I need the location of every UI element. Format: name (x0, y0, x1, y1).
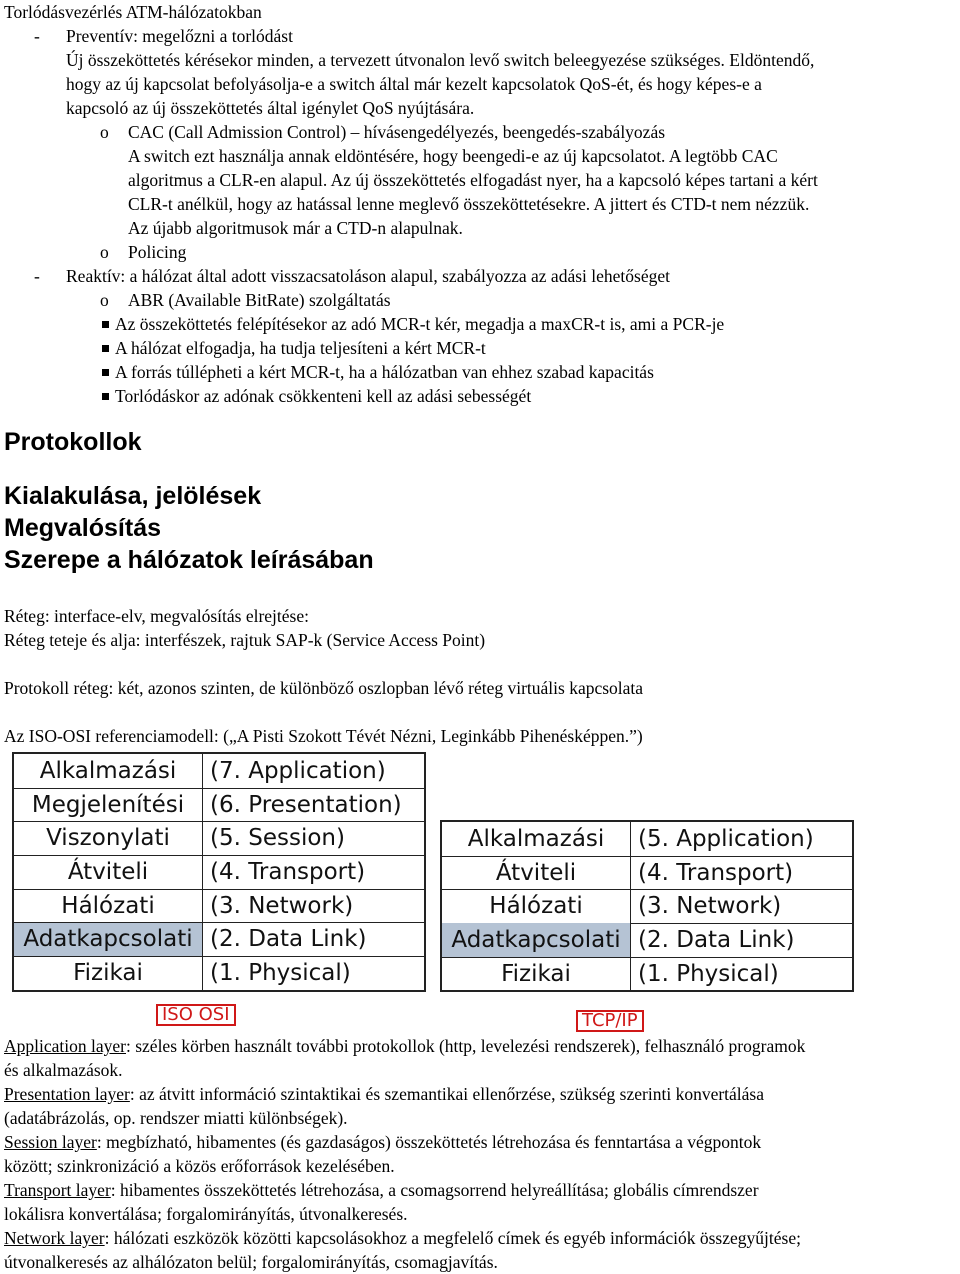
osi-layer-english: (6. Presentation) (210, 791, 402, 818)
paragraph-reteg: Réteg: interface-elv, megvalósítás elrejtése: (4, 606, 309, 626)
cac-heading: CAC (Call Admission Control) – hívásengedélyezés, beengedés-szabályozás (128, 122, 666, 142)
osi-layer-name: Hálózati (14, 889, 203, 923)
osi-layer-row (14, 788, 424, 823)
layer-description-line: (adatábrázolás, op. rendszer miatti különbségek). (4, 1108, 348, 1128)
layer-description-network: Network layer: hálózati eszközök közötti kapcsolásokhoz a megfelelő címek és egyéb információk összegyűjtése; (4, 1228, 801, 1248)
dash-marker: - (34, 266, 40, 286)
osi-layer-name: Viszonylati (14, 821, 203, 855)
tcp-ip-label: TCP/IP (576, 1010, 644, 1032)
tcp-layer-name: Alkalmazási (442, 822, 631, 856)
tcp-layer-row (442, 822, 852, 857)
tcp-layer-english: (1. Physical) (638, 960, 779, 987)
iso-osi-diagram (12, 752, 426, 992)
reactive-heading: Reaktív: a hálózat által adott visszacsatoláson alapul, szabályozza az adási lehetőséget (66, 266, 670, 286)
abr-item: Torlódáskor az adónak csökkenteni kell az adási sebességét (102, 384, 531, 408)
square-bullet-icon (102, 369, 109, 376)
application-layer-link: Application layer (4, 1036, 126, 1056)
tcp-layer-english: (4. Transport) (638, 859, 794, 886)
osi-layer-row (14, 855, 424, 890)
osi-layer-name: Adatkapcsolati (14, 923, 203, 957)
tcp-layer-name: Fizikai (442, 957, 631, 991)
preventive-heading: Preventív: megelőzni a torlódást (66, 26, 293, 46)
osi-layer-name: Megjelenítési (14, 788, 203, 822)
presentation-layer-link: Presentation layer (4, 1084, 130, 1104)
title: Torlódásvezérlés ATM-hálózatokban (4, 2, 262, 22)
tcp-layer-row (442, 856, 852, 891)
osi-layer-name: Fizikai (14, 956, 203, 990)
dash-marker: - (34, 26, 40, 46)
layer-description-session: Session layer: megbízható, hibamentes (és gazdaságos) összeköttetés létrehozása és fenntartása a végpontok (4, 1132, 762, 1152)
network-layer-link: Network layer (4, 1228, 105, 1248)
tcp-layer-english: (2. Data Link) (638, 926, 795, 953)
heading-kialakulasa: Kialakulása, jelölések (4, 482, 262, 510)
osi-layer-english: (3. Network) (210, 892, 354, 919)
osi-layer-english: (5. Session) (210, 825, 345, 852)
osi-layer-english: (2. Data Link) (210, 926, 367, 953)
paragraph-protokoll-reteg: Protokoll réteg: két, azonos szinten, de különböző oszlopban lévő réteg virtuális kapcsolata (4, 678, 644, 698)
tcp-layer-name: Adatkapcsolati (442, 923, 631, 957)
tcp-layer-row (442, 957, 852, 991)
square-bullet-icon (102, 321, 109, 328)
heading-megvalositas: Megvalósítás (4, 514, 162, 542)
preventive-text-line: Új összeköttetés kérésekor minden, a tervezett útvonalon levő switch beleegyezése szükséges. Eldöntendő, (66, 50, 815, 70)
tcp-layer-name: Hálózati (442, 889, 631, 923)
osi-layer-name: Átviteli (14, 855, 203, 889)
layer-description-transport: Transport layer: hibamentes összeköttetés létrehozása, a csomagsorrend helyreállítása; globális címrendszer (4, 1180, 759, 1200)
bullet-o: o (100, 242, 109, 262)
osi-layer-row (14, 821, 424, 856)
paragraph-reteg-teteje: Réteg teteje és alja: interfészek, rajtuk SAP-k (Service Access Point) (4, 630, 486, 650)
cac-text-line: Az újabb algoritmusok már a CTD-n alapulnak. (128, 218, 463, 238)
bullet-o: o (100, 290, 109, 310)
osi-layer-row (14, 923, 424, 958)
layer-description-line: és alkalmazások. (4, 1060, 123, 1080)
cac-text-line: algoritmus a CLR-en alapul. Az új összeköttetés elfogadást nyer, ha a kapcsoló képes tartani a kért (128, 170, 818, 190)
osi-layer-english: (1. Physical) (210, 960, 351, 987)
heading-protokollok: Protokollok (4, 428, 142, 456)
osi-layer-name: Alkalmazási (14, 754, 203, 788)
layer-description-application: Application layer: széles körben használt további protokollok (http, levelezési rendszerek), felhasználó programok (4, 1036, 806, 1056)
layer-description-line: lokálisra konvertálása; forgalomirányítás, útvonalkeresés. (4, 1204, 408, 1224)
osi-layer-row (14, 754, 424, 789)
layer-description-line: között; szinkronizáció a közös erőforrások kezelésében. (4, 1156, 395, 1176)
osi-layer-row (14, 956, 424, 990)
osi-layer-english: (7. Application) (210, 757, 386, 784)
square-bullet-icon (102, 393, 109, 400)
abr-item: Az összeköttetés felépítésekor az adó MCR-t kér, megadja a maxCR-t is, ami a PCR-je (102, 312, 724, 336)
tcp-layer-english: (3. Network) (638, 893, 782, 920)
bullet-o: o (100, 122, 109, 142)
iso-osi-label: ISO OSI (156, 1004, 236, 1026)
paragraph-iso-osi: Az ISO-OSI referenciamodell: („A Pisti Szokott Tévét Nézni, Leginkább Pihenésképpen.”) (4, 726, 643, 746)
square-bullet-icon (102, 345, 109, 352)
layer-description-presentation: Presentation layer: az átvitt információ szintaktikai és szemantikai ellenőrzése, szükség szerinti konvertálása (4, 1084, 764, 1104)
tcp-layer-english: (5. Application) (638, 825, 814, 852)
preventive-text-line: kapcsoló az új összeköttetés által igénylet QoS nyújtására. (66, 98, 475, 118)
tcp-layer-row (442, 889, 852, 924)
abr-heading: ABR (Available BitRate) szolgáltatás (128, 290, 391, 310)
osi-layer-english: (4. Transport) (210, 858, 366, 885)
tcp-layer-name: Átviteli (442, 856, 631, 890)
abr-item: A hálózat elfogadja, ha tudja teljesíteni a kért MCR-t (102, 336, 486, 360)
transport-layer-link: Transport layer (4, 1180, 111, 1200)
layer-description-line: útvonalkeresés az alhálózaton belül; forgalomirányítás, csomagjavítás. (4, 1252, 498, 1272)
abr-item: A forrás túllépheti a kért MCR-t, ha a hálózatban van ehhez szabad kapacitás (102, 360, 654, 384)
tcp-ip-diagram (440, 820, 854, 992)
osi-layer-row (14, 889, 424, 924)
cac-text-line: A switch ezt használja annak eldöntésére, hogy beengedi-e az új kapcsolatot. A legtöbb CAC (128, 146, 778, 166)
preventive-text-line: hogy az új kapcsolat befolyásolja-e a switch által már kezelt kapcsolatok QoS-ét, és hogy képes-e a (66, 74, 762, 94)
policing-item: Policing (128, 242, 187, 262)
heading-szerepe: Szerepe a hálózatok leírásában (4, 546, 374, 574)
cac-text-line: CLR-t anélkül, hogy az hatással lenne meglevő összeköttetésekre. A jittert és CTD-t nem nézzük. (128, 194, 810, 214)
tcp-layer-row (442, 923, 852, 958)
session-layer-link: Session layer (4, 1132, 97, 1152)
